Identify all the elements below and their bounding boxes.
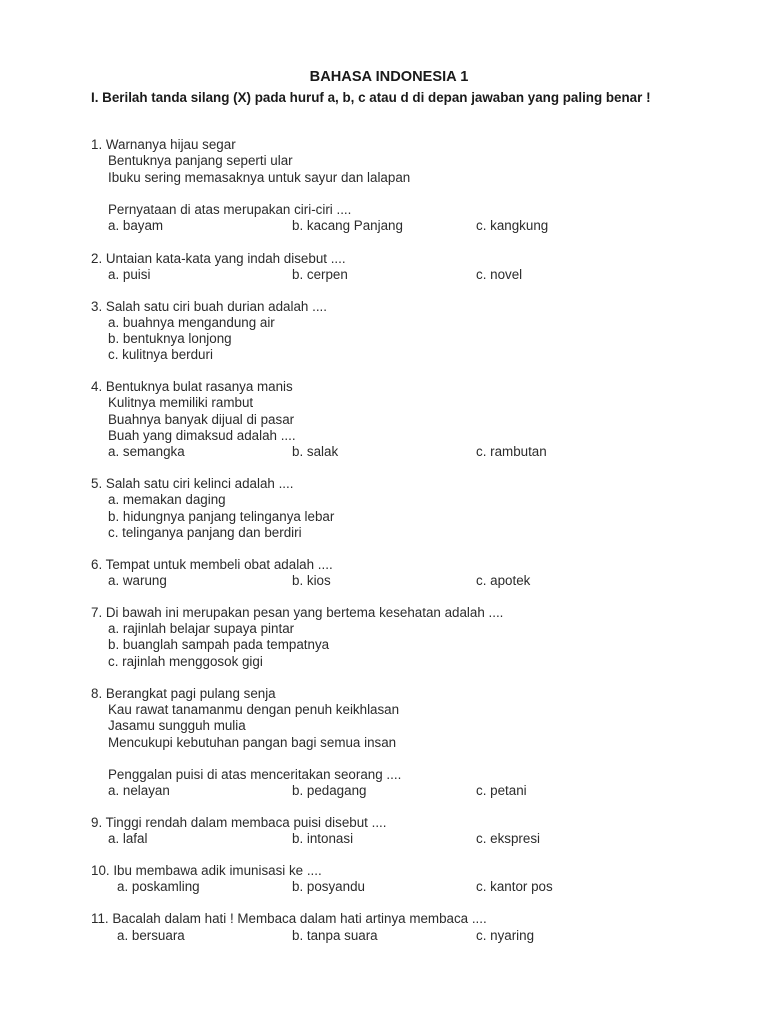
question-8-statement: Penggalan puisi di atas menceritakan seorang .... — [108, 767, 402, 782]
question-6-option-a: a. warung — [108, 573, 167, 588]
question-2: 2. Untaian kata-kata yang indah disebut .... — [91, 251, 346, 266]
question-1-statement: Pernyataan di atas merupakan ciri-ciri .... — [108, 202, 352, 217]
question-5-option-a: a. memakan daging — [108, 492, 226, 507]
question-8-option-b: b. pedagang — [292, 783, 367, 798]
question-10-option-b: b. posyandu — [292, 879, 365, 894]
question-4-line-1: Kulitnya memiliki rambut — [108, 395, 254, 410]
question-8-line-3: Mencukupi kebutuhan pangan bagi semua insan — [108, 735, 397, 750]
page-title: BAHASA INDONESIA 1 — [309, 69, 469, 85]
question-4-line-3: Buah yang dimaksud adalah .... — [108, 428, 296, 443]
question-3-option-a: a. buahnya mengandung air — [108, 315, 275, 330]
question-7-option-c: c. rajinlah menggosok gigi — [108, 654, 263, 669]
question-1-line-2: Ibuku sering memasaknya untuk sayur dan lalapan — [108, 170, 411, 185]
instruction-text: I. Berilah tanda silang (X) pada huruf a, b, c atau d di depan jawaban yang paling benar ! — [91, 90, 651, 105]
question-7: 7. Di bawah ini merupakan pesan yang bertema kesehatan adalah .... — [91, 605, 504, 620]
question-2-option-c: c. novel — [476, 267, 523, 282]
question-3-option-b: b. bentuknya lonjong — [108, 331, 232, 346]
question-5-option-b: b. hidungnya panjang telinganya lebar — [108, 509, 335, 524]
question-1-option-c: c. kangkung — [476, 218, 549, 233]
question-6: 6. Tempat untuk membeli obat adalah .... — [91, 557, 333, 572]
question-9-option-a: a. lafal — [108, 831, 148, 846]
question-8-line-1: Kau rawat tanamanmu dengan penuh keikhlasan — [108, 702, 400, 717]
question-10-option-a: a. poskamling — [117, 879, 200, 894]
question-4: 4. Bentuknya bulat rasanya manis — [91, 379, 293, 394]
question-9-option-b: b. intonasi — [292, 831, 354, 846]
question-8-line-2: Jasamu sungguh mulia — [108, 718, 246, 733]
question-1-option-b: b. kacang Panjang — [292, 218, 403, 233]
question-4-option-b: b. salak — [292, 444, 339, 459]
question-4-line-2: Buahnya banyak dijual di pasar — [108, 412, 295, 427]
question-1-line-1: Bentuknya panjang seperti ular — [108, 153, 293, 168]
question-8-option-a: a. nelayan — [108, 783, 170, 798]
question-6-option-c: c. apotek — [476, 573, 531, 588]
question-7-option-b: b. buanglah sampah pada tempatnya — [108, 637, 330, 652]
question-9: 9. Tinggi rendah dalam membaca puisi disebut .... — [91, 815, 387, 830]
question-8: 8. Berangkat pagi pulang senja — [91, 686, 276, 701]
question-11: 11. Bacalah dalam hati ! Membaca dalam hati artinya membaca .... — [91, 911, 487, 926]
question-8-option-c: c. petani — [476, 783, 527, 798]
question-9-option-c: c. ekspresi — [476, 831, 540, 846]
question-3: 3. Salah satu ciri buah durian adalah .... — [91, 299, 327, 314]
question-1-option-a: a. bayam — [108, 218, 164, 233]
question-10: 10. Ibu membawa adik imunisasi ke .... — [91, 863, 322, 878]
question-3-option-c: c. kulitnya berduri — [108, 347, 213, 362]
question-11-option-c: c. nyaring — [476, 928, 535, 943]
question-5: 5. Salah satu ciri kelinci adalah .... — [91, 476, 294, 491]
question-4-option-c: c. rambutan — [476, 444, 547, 459]
question-7-option-a: a. rajinlah belajar supaya pintar — [108, 621, 295, 636]
question-5-option-c: c. telinganya panjang dan berdiri — [108, 525, 302, 540]
question-2-option-a: a. puisi — [108, 267, 151, 282]
question-11-option-b: b. tanpa suara — [292, 928, 378, 943]
question-1: 1. Warnanya hijau segar — [91, 137, 236, 152]
question-10-option-c: c. kantor pos — [476, 879, 553, 894]
question-4-option-a: a. semangka — [108, 444, 185, 459]
question-2-option-b: b. cerpen — [292, 267, 348, 282]
question-6-option-b: b. kios — [292, 573, 331, 588]
question-11-option-a: a. bersuara — [117, 928, 185, 943]
